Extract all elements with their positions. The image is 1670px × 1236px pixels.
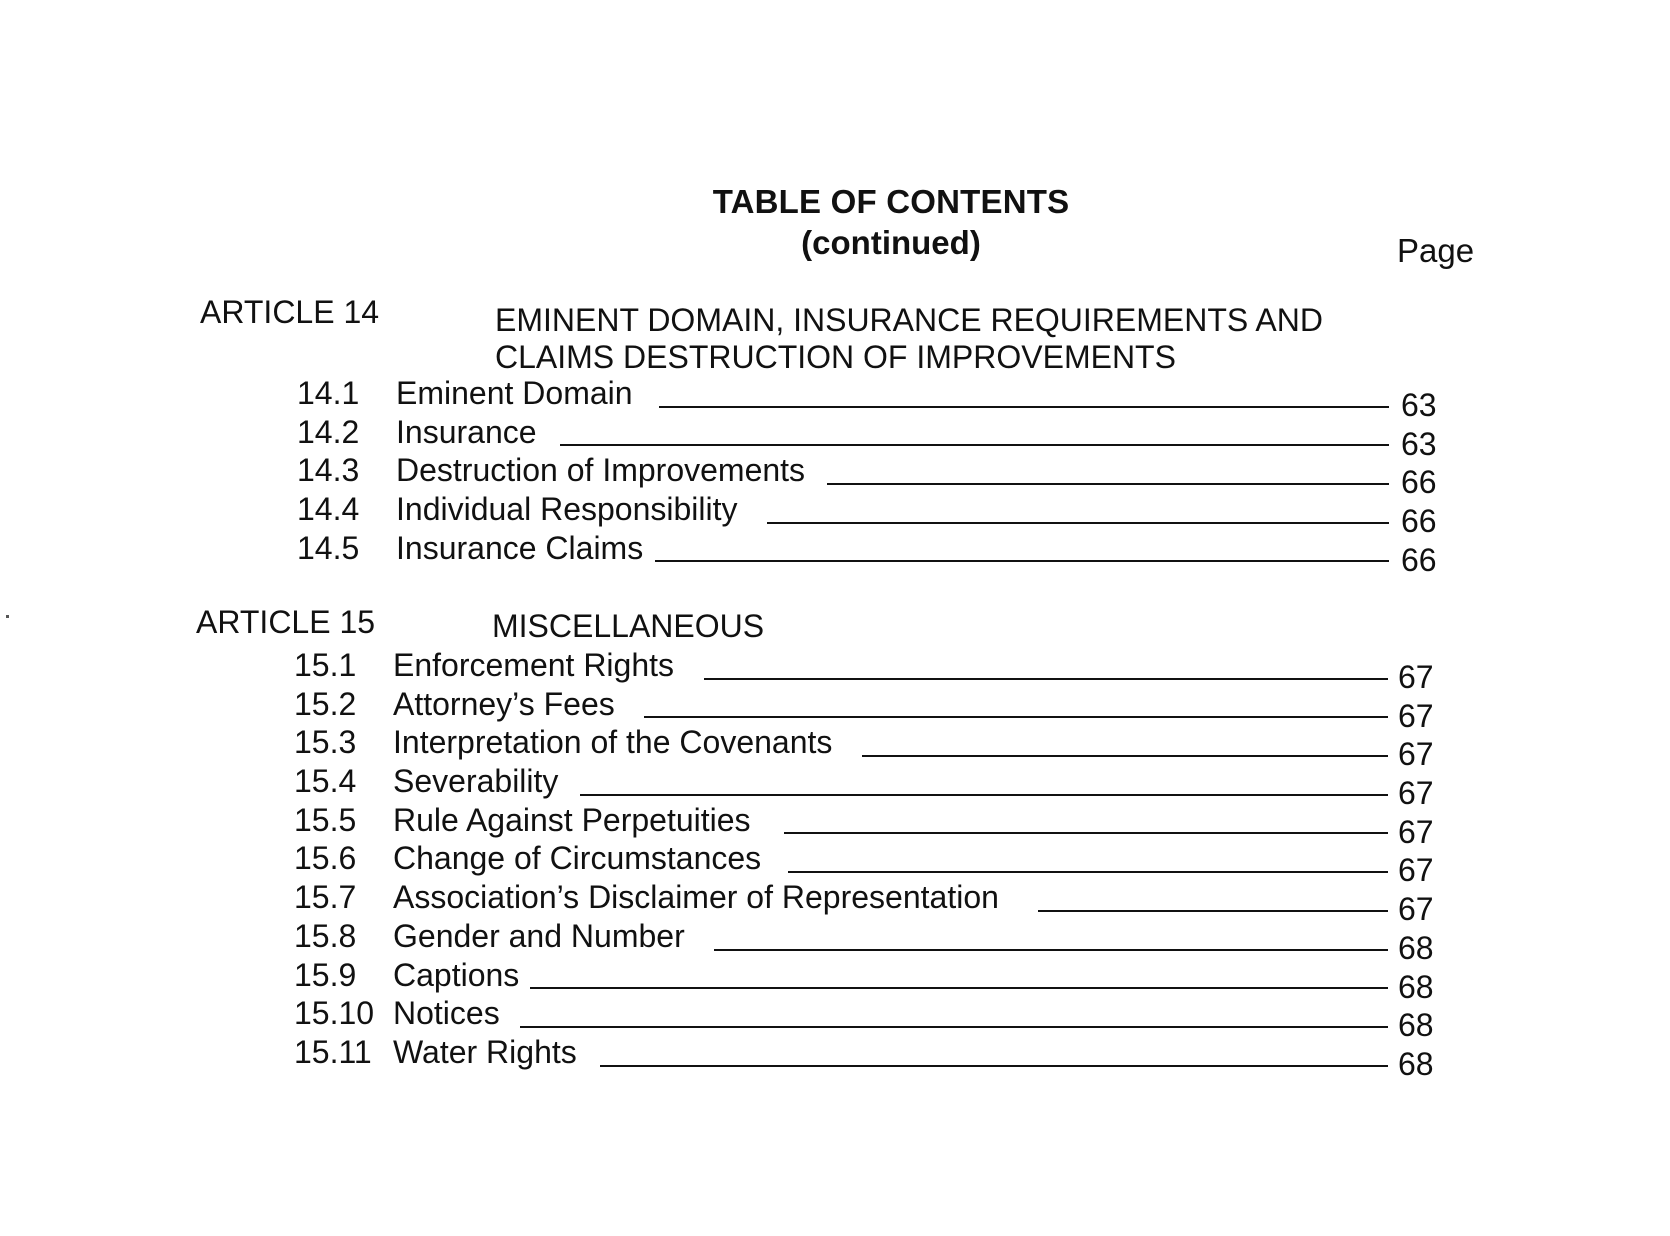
section-title: Rule Against Perpetuities	[393, 801, 751, 838]
section-number: 14.5	[297, 529, 360, 566]
leader-line	[560, 444, 1389, 446]
section-number: 15.7	[294, 879, 357, 916]
section-title: Insurance	[396, 413, 537, 450]
article-title-line: MISCELLANEOUS	[492, 608, 765, 644]
toc-entry[interactable]	[297, 452, 1447, 501]
leader-line	[714, 949, 1388, 951]
toc-entry[interactable]	[294, 1033, 1444, 1082]
toc-entry[interactable]	[294, 995, 1444, 1044]
toc-entry[interactable]	[294, 879, 1444, 928]
page-number: 67	[1398, 775, 1434, 812]
page-number: 66	[1401, 464, 1437, 501]
section-number: 15.9	[294, 956, 357, 993]
section-title: Interpretation of the Covenants	[393, 724, 833, 761]
leader-line	[862, 755, 1388, 757]
leader-line	[655, 560, 1389, 562]
page-number: 68	[1398, 1045, 1434, 1082]
section-title: Eminent Domain	[396, 375, 633, 411]
section-number: 15.5	[294, 801, 357, 838]
toc-entry[interactable]	[294, 685, 1444, 734]
page-number: 68	[1398, 968, 1434, 1005]
section-number: 14.4	[297, 491, 360, 528]
article-title-line: EMINENT DOMAIN, INSURANCE REQUIREMENTS AND	[495, 302, 1323, 338]
section-title: Insurance Claims	[396, 529, 644, 566]
article-label: ARTICLE 15	[196, 604, 376, 640]
section-number: 15.3	[294, 724, 357, 761]
page-number: 67	[1398, 736, 1434, 773]
section-title: Enforcement Rights	[393, 647, 675, 683]
toc-entry[interactable]	[297, 375, 1447, 423]
leader-line	[530, 987, 1388, 989]
page-number: 67	[1398, 697, 1434, 734]
section-title: Association’s Disclaimer of Representation	[393, 879, 999, 916]
toc-entry[interactable]	[294, 956, 1444, 1005]
leader-line	[704, 678, 1388, 680]
document-subtitle: (continued)	[801, 224, 981, 261]
toc-entry[interactable]	[294, 763, 1444, 812]
section-number: 14.2	[297, 413, 360, 450]
leader-line	[788, 871, 1388, 873]
section-number: 14.3	[297, 452, 360, 489]
section-number: 15.6	[294, 840, 357, 877]
section-number: 15.10	[294, 995, 375, 1032]
toc-entry[interactable]	[297, 529, 1447, 578]
leader-line	[600, 1065, 1388, 1067]
page-number: 68	[1398, 929, 1434, 966]
page-number: 67	[1398, 659, 1434, 695]
article-15-entries	[294, 647, 1444, 1082]
section-number: 15.1	[294, 647, 357, 683]
section-title: Attorney’s Fees	[393, 685, 615, 722]
toc-entry[interactable]	[294, 840, 1444, 889]
page-number: 67	[1398, 852, 1434, 889]
section-title: Change of Circumstances	[393, 840, 762, 877]
leader-line	[1038, 910, 1388, 912]
leader-line	[827, 483, 1389, 485]
section-title: Captions	[393, 956, 520, 993]
section-title: Severability	[393, 763, 559, 800]
article-title-line: CLAIMS DESTRUCTION OF IMPROVEMENTS	[495, 339, 1176, 375]
leader-line	[659, 406, 1389, 408]
section-title: Water Rights	[393, 1033, 577, 1070]
toc-entry[interactable]	[294, 724, 1444, 773]
section-number: 15.2	[294, 685, 357, 722]
section-title: Destruction of Improvements	[396, 452, 806, 489]
page-column-label: Page	[1397, 232, 1475, 269]
page-number: 68	[1398, 1007, 1434, 1044]
section-title: Gender and Number	[393, 917, 685, 954]
toc-entry[interactable]	[294, 801, 1444, 850]
section-number: 15.4	[294, 763, 357, 800]
leader-line	[644, 716, 1388, 718]
toc-entry[interactable]	[297, 491, 1447, 540]
article-14-entries	[297, 375, 1447, 578]
toc-entry[interactable]	[294, 647, 1444, 695]
leader-line	[520, 1026, 1388, 1028]
page-number: 67	[1398, 813, 1434, 850]
page-number: 63	[1401, 387, 1437, 423]
leader-line	[784, 832, 1388, 834]
section-number: 15.8	[294, 917, 357, 954]
article-label: ARTICLE 14	[200, 294, 380, 330]
section-title: Individual Responsibility	[396, 491, 738, 528]
page-number: 66	[1401, 541, 1437, 578]
leader-line	[580, 794, 1388, 796]
page-number: 63	[1401, 425, 1437, 462]
leader-line	[767, 522, 1389, 524]
page-number: 66	[1401, 503, 1437, 540]
toc-entry[interactable]	[294, 917, 1444, 966]
toc-entry[interactable]	[297, 413, 1447, 462]
document-title: TABLE OF CONTENTS	[712, 183, 1070, 220]
scan-speck	[6, 615, 9, 618]
section-number: 15.11	[294, 1033, 372, 1070]
section-number: 14.1	[297, 375, 360, 411]
section-title: Notices	[393, 995, 500, 1032]
page-number: 67	[1398, 891, 1434, 928]
